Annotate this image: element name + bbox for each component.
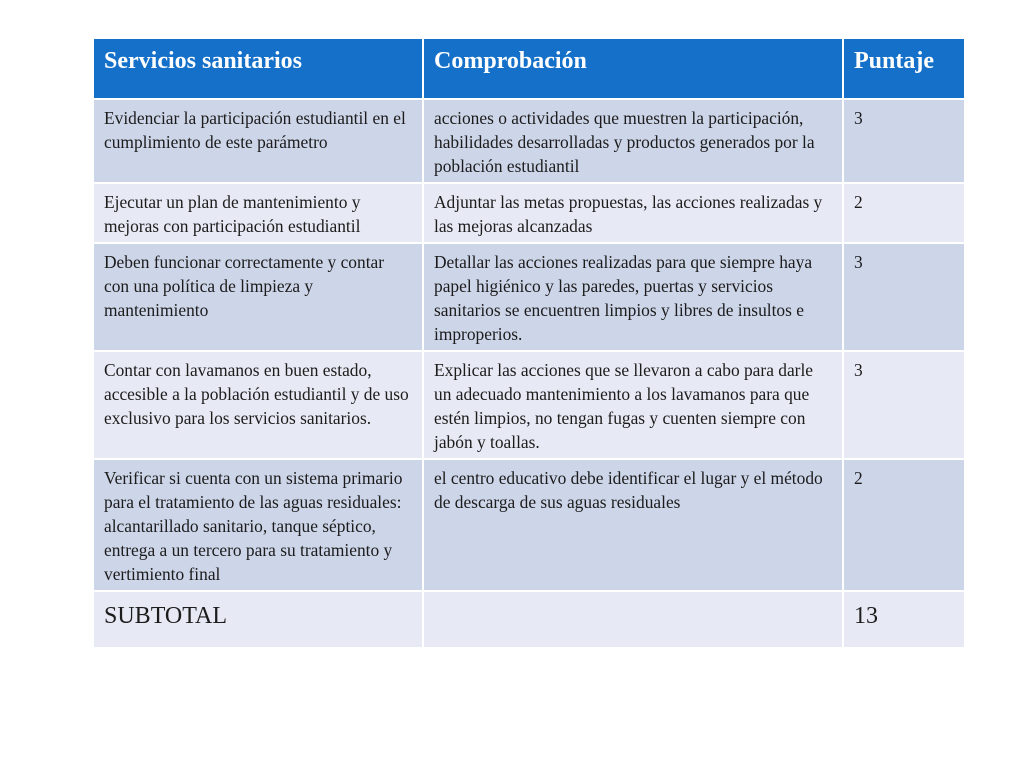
evidence-cell: Detallar las acciones realizadas para que siempre haya papel higiénico y las paredes, puertas y servicios sanitarios se encuentren limpios y libres de insultos e improperios. xyxy=(423,243,843,351)
evidence-cell: Adjuntar las metas propuestas, las acciones realizadas y las mejoras alcanzadas xyxy=(423,183,843,243)
subtotal-row xyxy=(93,591,965,648)
score-cell: 3 xyxy=(843,351,965,459)
evidence-cell: Explicar las acciones que se llevaron a cabo para darle un adecuado mantenimiento a los lavamanos para que estén limpios, no tengan fugas y cuenten siempre con jabón y toallas. xyxy=(423,351,843,459)
score-cell: 2 xyxy=(843,459,965,591)
rubric-table xyxy=(92,37,966,649)
table-row xyxy=(93,183,965,243)
criterion-cell: Evidenciar la participación estudiantil en el cumplimiento de este parámetro xyxy=(93,99,423,183)
table-row xyxy=(93,99,965,183)
header-servicios-sanitarios: Servicios sanitarios xyxy=(93,38,423,99)
header-puntaje: Puntaje xyxy=(843,38,965,99)
criterion-cell: Verificar si cuenta con un sistema primario para el tratamiento de las aguas residuales: alcantarillado sanitario, tanque séptico, entrega a un tercero para su tratamiento y vertimiento final xyxy=(93,459,423,591)
table-row xyxy=(93,243,965,351)
score-cell: 3 xyxy=(843,243,965,351)
table-row xyxy=(93,459,965,591)
score-cell: 2 xyxy=(843,183,965,243)
header-comprobacion: Comprobación xyxy=(423,38,843,99)
score-cell: 3 xyxy=(843,99,965,183)
criterion-cell: Ejecutar un plan de mantenimiento y mejoras con participación estudiantil xyxy=(93,183,423,243)
subtotal-empty-cell xyxy=(423,591,843,648)
subtotal-score: 13 xyxy=(843,591,965,648)
table-header-row xyxy=(93,38,965,99)
subtotal-label: SUBTOTAL xyxy=(93,591,423,648)
evidence-cell: el centro educativo debe identificar el lugar y el método de descarga de sus aguas residuales xyxy=(423,459,843,591)
criterion-cell: Deben funcionar correctamente y contar con una política de limpieza y mantenimiento xyxy=(93,243,423,351)
criterion-cell: Contar con lavamanos en buen estado, accesible a la población estudiantil y de uso exclusivo para los servicios sanitarios. xyxy=(93,351,423,459)
evidence-cell: acciones o actividades que muestren la participación, habilidades desarrolladas y productos generados por la población estudiantil xyxy=(423,99,843,183)
table-row xyxy=(93,351,965,459)
